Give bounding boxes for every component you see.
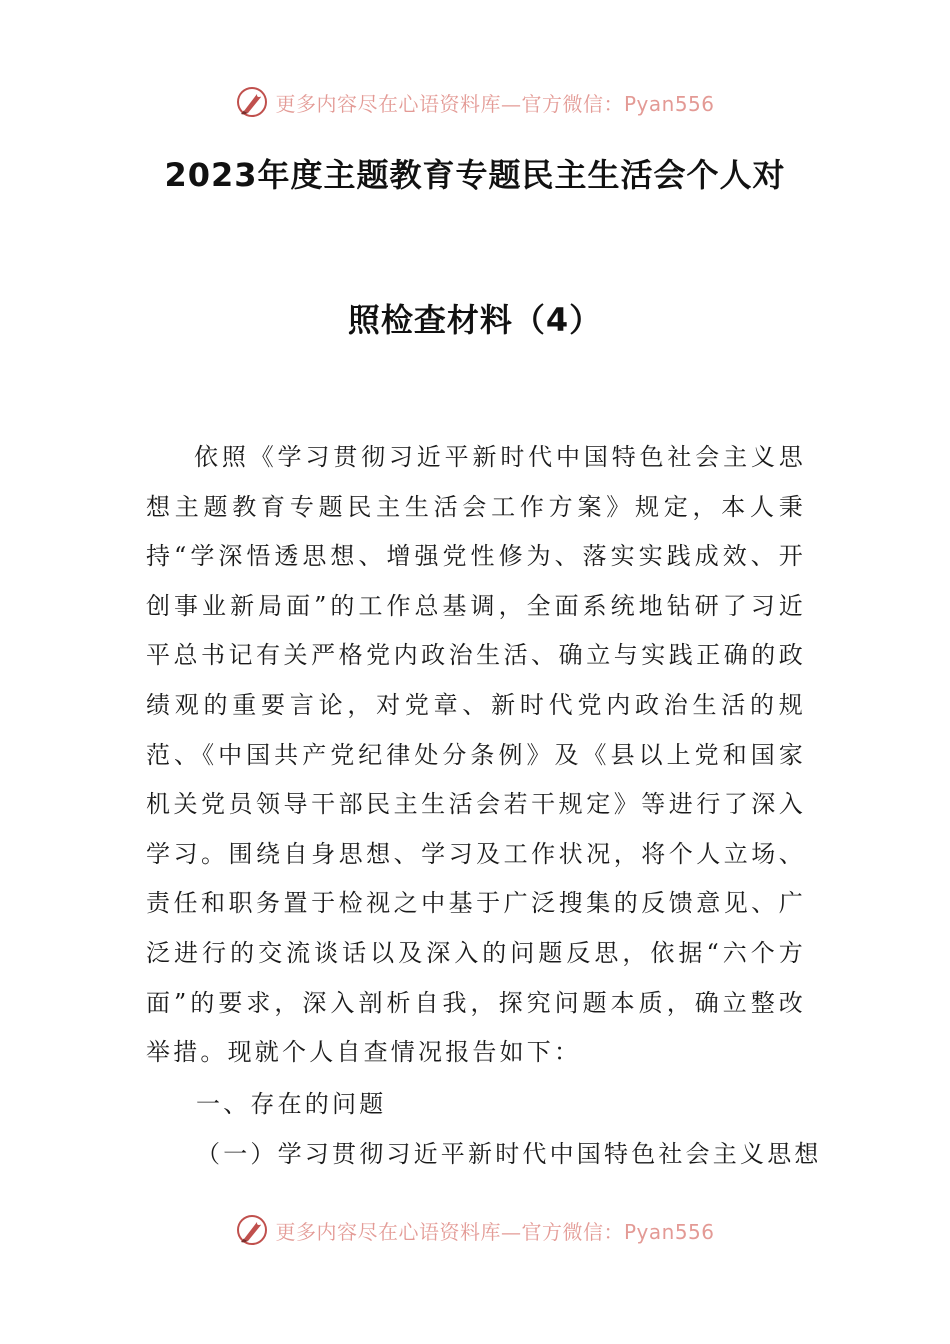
wechat-id: Pyan556 xyxy=(623,91,715,116)
header-watermark-banner xyxy=(0,82,950,122)
pen-nib-logo-icon xyxy=(235,1213,269,1247)
document-title-line-2: 照检查材料（4） xyxy=(347,301,603,339)
body-paragraph: 依照《学习贯彻习近平新时代中国特色社会主义思想主题教育专题民主生活会工作方案》规定，本人秉持“学深悟透思想、增强党性修为、落实实践成效、开创事业新局面”的工作总基调，全面系统地钻研了习近平总书记有关严格党内政治生活、确立与实践正确的政绩观的重要言论，对党章、新时代党内政治生活的规范、《中国共产党纪律处分条例》及《县以上党和国家机关党员领导干部民主生活会若干规定》等进行了深入学习。围绕自身思想、学习及工作状况，将个人立场、责任和职务置于检视之中基于广泛搜集的反馈意见、广泛进行的交流谈话以及深入的问题反思，依据“六个方面”的要求，深入剖析自我，探究问题本质，确立整改举措。现就个人自查情况报告如下： xyxy=(146,443,806,1067)
watermark-text: 更多内容尽在心语资料库—官方微信：Pyan556 xyxy=(275,1219,715,1244)
footer-watermark-banner xyxy=(0,1210,950,1250)
pen-nib-logo-icon xyxy=(235,85,269,119)
document-title-line-1: 2023年度主题教育专题民主生活会个人对 xyxy=(164,156,786,194)
subsection-heading: （一）学习贯彻习近平新时代中国特色社会主义思想 xyxy=(196,1140,822,1168)
watermark-text: 更多内容尽在心语资料库—官方微信：Pyan556 xyxy=(275,91,715,116)
wechat-id: Pyan556 xyxy=(623,1219,715,1244)
section-heading: 一、存在的问题 xyxy=(196,1090,387,1118)
